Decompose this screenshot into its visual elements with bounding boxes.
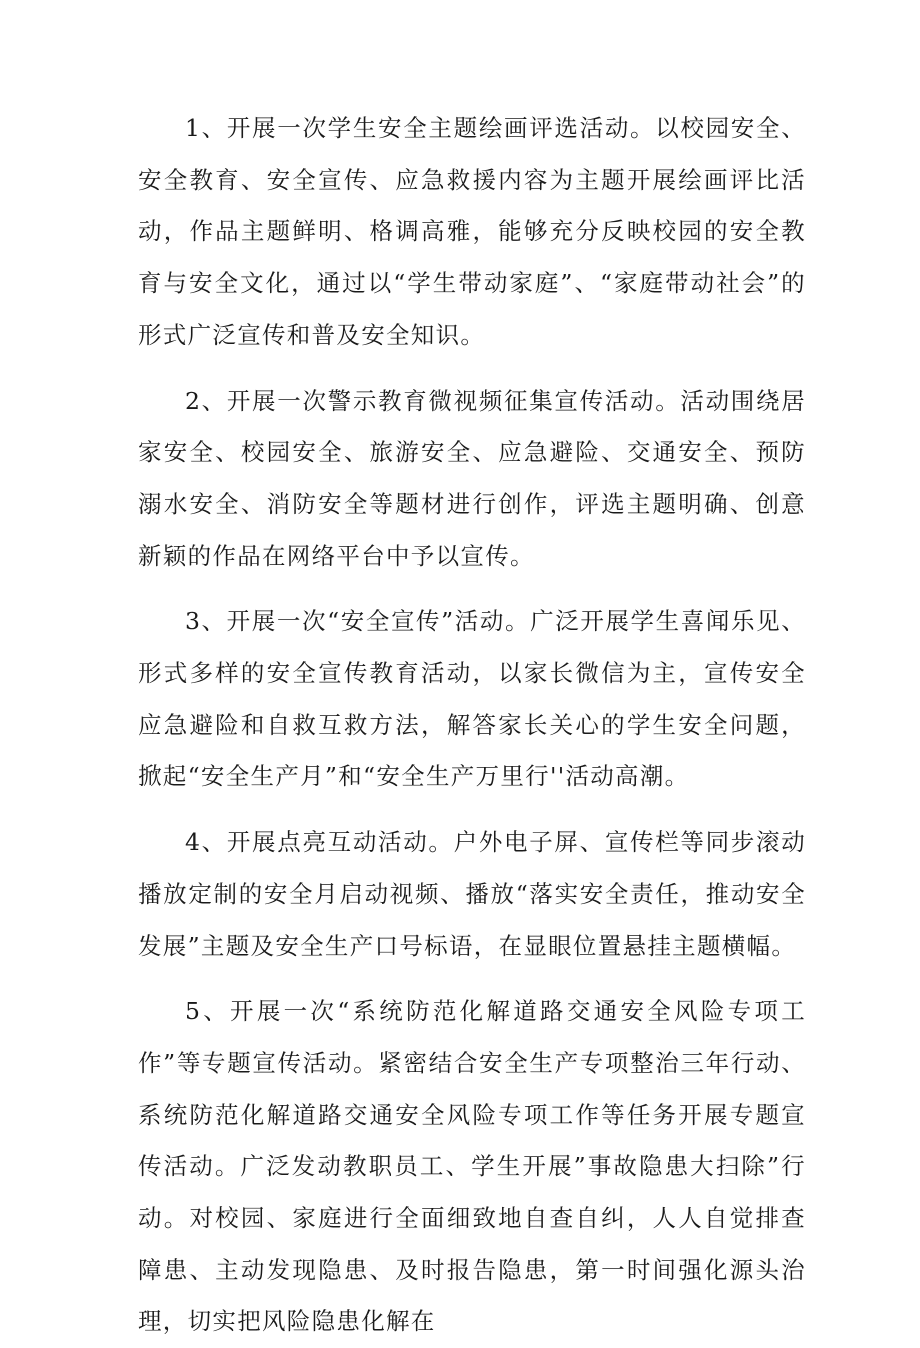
paragraph-4: 4、开展点亮互动活动。户外电子屏、宣传栏等同步滚动播放定制的安全月启动视频、播放“落实安全责任，推动安全发展”主题及安全生产口号标语，在显眼位置悬挂主题横幅。 [138,828,806,960]
paragraph-5: 5、开展一次“系统防范化解道路交通安全风险专项工作”等专题宣传活动。紧密结合安全生产专项整治三年行动、系统防范化解道路交通安全风险专项工作等任务开展专题宣传活动。广泛发动教职员工、学生开展”事故隐患大扫除”行动。对校园、家庭进行全面细致地自查自纠，人人自觉排查障患、主动发现隐患、及时报告隐患，第一时间强化源头治理，切实把风险隐患化解在 [138,997,806,1336]
paragraph-1: 1、开展一次学生安全主题绘画评选活动。以校园安全、安全教育、安全宣传、应急救援内容为主题开展绘画评比活动，作品主题鲜明、格调高雅，能够充分反映校园的安全教育与安全文化，通过以“学生带动家庭”、“家庭带动社会”的形式广泛宣传和普及安全知识。 [138,114,806,349]
paragraph-3: 3、开展一次“安全宣传”活动。广泛开展学生喜闻乐见、形式多样的安全宣传教育活动，以家长微信为主，宣传安全应急避险和自救互救方法，解答家长关心的学生安全问题，掀起“安全生产月”和“安全生产万里行''活动高潮。 [138,607,806,791]
paragraph-2: 2、开展一次警示教育微视频征集宣传活动。活动围绕居家安全、校园安全、旅游安全、应急避险、交通安全、预防溺水安全、消防安全等题材进行创作，评选主题明确、创意新颖的作品在网络平台中予以宣传。 [138,386,806,570]
